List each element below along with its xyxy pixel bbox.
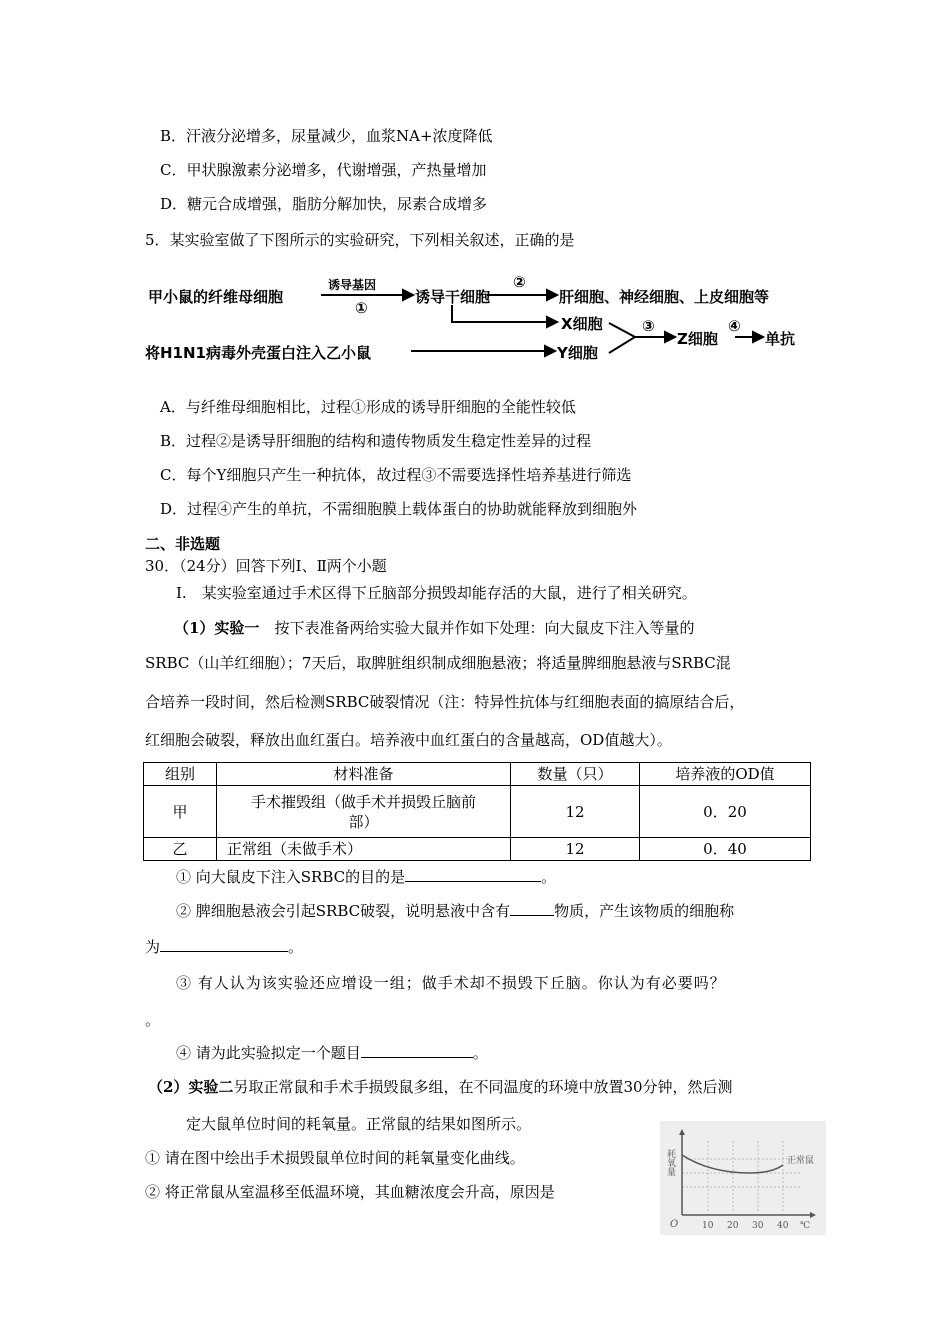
question-3: ③ 有人认为该实验还应增设一组；做手术却不损毁下丘脑。你认为有必要吗？ <box>176 974 726 992</box>
table-header: 材料准备 <box>217 763 511 786</box>
q5-option-d: D．过程④产生的单抗，不需细胞膜上载体蛋白的协助就能释放到细胞外 <box>160 500 638 518</box>
exp2-label: （2）实验二 <box>148 1078 234 1096</box>
q30-intro: I. 某实验室通过手术区得下丘脑部分损毁却能存活的大鼠，进行了相关研究。 <box>176 584 697 602</box>
q5-option-c: C．每个Y细胞只产生一种抗体，故过程③不需要选择性培养基进行筛选 <box>160 466 632 484</box>
table-row <box>144 786 811 838</box>
table-header-row <box>144 763 811 786</box>
chart-x-tick: 20 <box>727 1221 739 1231</box>
diagram-targets: 肝细胞、神经细胞、上皮细胞等 <box>559 288 770 306</box>
answer-blank[interactable] <box>160 937 288 952</box>
chart-series-label: 正常鼠 <box>787 1156 815 1166</box>
q30-heading: 30．（24分）回答下列I、Ⅱ两个小题 <box>145 557 387 575</box>
table-header: 组别 <box>144 763 217 786</box>
chart-x-unit: ℃ <box>800 1221 811 1231</box>
answer-blank[interactable] <box>361 1043 473 1058</box>
table-cell: 甲 <box>144 786 217 838</box>
diagram-z-cell: Z细胞 <box>677 330 718 348</box>
diagram-step-1: ① <box>355 299 368 317</box>
answer-blank[interactable] <box>510 901 554 916</box>
table-cell: 乙 <box>144 838 217 861</box>
punct: 。 <box>541 868 557 886</box>
q5-option-b: B．过程②是诱导肝细胞的结构和遗传物质发生稳定性差异的过程 <box>160 432 592 450</box>
exp1-line: 红细胞会破裂，释放出血红蛋白。培养液中血红蛋白的含量越高，OD值越大）。 <box>145 731 672 749</box>
question-2: ② 脾细胞悬液会引起SRBC破裂，说明悬液中含有 <box>176 902 511 920</box>
diagram-label-gene: 诱导基因 <box>328 278 377 292</box>
table-cell: 0．40 <box>640 838 811 861</box>
exp2-line: 另取正常鼠和手术手损毁鼠多组，在不同温度的环境中放置30分钟，然后测 <box>233 1078 733 1096</box>
table-cell: 12 <box>511 786 640 838</box>
table-cell: 正常组（未做手术） <box>217 838 511 861</box>
diagram-step-4: ④ <box>728 317 741 335</box>
chart-x-tick: 30 <box>752 1221 764 1231</box>
chart-x-tick: 10 <box>702 1221 714 1231</box>
punct: 。 <box>472 1044 488 1062</box>
question-1: ① 向大鼠皮下注入SRBC的目的是 <box>176 868 406 886</box>
exp2-line: 定大鼠单位时间的耗氧量。正常鼠的结果如图所示。 <box>186 1115 532 1133</box>
section-heading: 二、非选题 <box>145 535 221 553</box>
exp1-line: SRBC（山羊红细胞）；7天后，取脾脏组织制成细胞悬液；将适量脾细胞悬液与SRBC混 <box>145 654 731 672</box>
question-2-cont: 物质，产生该物质的细胞称 <box>554 902 735 920</box>
diagram-mab: 单抗 <box>765 330 796 348</box>
diagram-step-3: ③ <box>642 317 655 335</box>
chart-x-tick: 40 <box>777 1221 789 1231</box>
table-row <box>144 838 811 861</box>
oxygen-consumption-chart <box>660 1121 826 1235</box>
question-3-answer-line: 。 <box>145 1011 161 1029</box>
question-4: ④ 请为此实验拟定一个题目 <box>176 1044 361 1062</box>
q5-option-a: A．与纤维母细胞相比，过程①形成的诱导肝细胞的全能性较低 <box>160 398 576 416</box>
flow-diagram <box>145 265 815 365</box>
q4-option-b: B．汗液分泌增多，尿量减少，血浆NA+浓度降低 <box>160 127 493 145</box>
diagram-step-2: ② <box>513 273 526 291</box>
q5-stem: 5．某实验室做了下图所示的实验研究，下列相关叙述，正确的是 <box>145 231 575 249</box>
table-header: 培养液的OD值 <box>640 763 811 786</box>
diagram-x-cell: X细胞 <box>561 315 603 333</box>
diagram-y-cell: Y细胞 <box>557 344 598 362</box>
q4-option-d: D．糖元合成增强，脂肪分解加快，尿素合成增多 <box>160 195 488 213</box>
exp1-line: 按下表准备两给实验大鼠并作如下处理：向大鼠皮下注入等量的 <box>274 619 695 637</box>
exp2-question-1: ① 请在图中绘出手术损毁鼠单位时间的耗氧量变化曲线。 <box>145 1149 525 1167</box>
exp1-line: 合培养一段时间，然后检测SRBC破裂情况（注：特异性抗体与红细胞表面的搞原结合后， <box>145 693 745 711</box>
table-header: 数量（只） <box>511 763 640 786</box>
q4-option-c: C．甲状腺激素分泌增多，代谢增强，产热量增加 <box>160 161 487 179</box>
chart-origin: O <box>670 1219 679 1230</box>
exp1-label: （1）实验一 <box>174 619 260 637</box>
chart-y-label: 耗氧量 <box>665 1149 675 1176</box>
punct: 。 <box>288 938 304 956</box>
table-cell: 手术摧毁组（做手术并损毁丘脑前部） <box>217 786 511 838</box>
question-2-cont: 为 <box>145 938 161 956</box>
diagram-source-2: 将H1N1病毒外壳蛋白注入乙小鼠 <box>145 344 371 362</box>
diagram-stem-cell: 诱导干细胞 <box>415 288 491 306</box>
diagram-source-1: 甲小鼠的纤维母细胞 <box>148 288 284 306</box>
table-cell: 0．20 <box>640 786 811 838</box>
data-table <box>143 762 811 861</box>
table-cell: 12 <box>511 838 640 861</box>
answer-blank[interactable] <box>405 867 541 882</box>
exp2-question-2: ② 将正常鼠从室温移至低温环境，其血糖浓度会升高，原因是 <box>145 1183 555 1201</box>
